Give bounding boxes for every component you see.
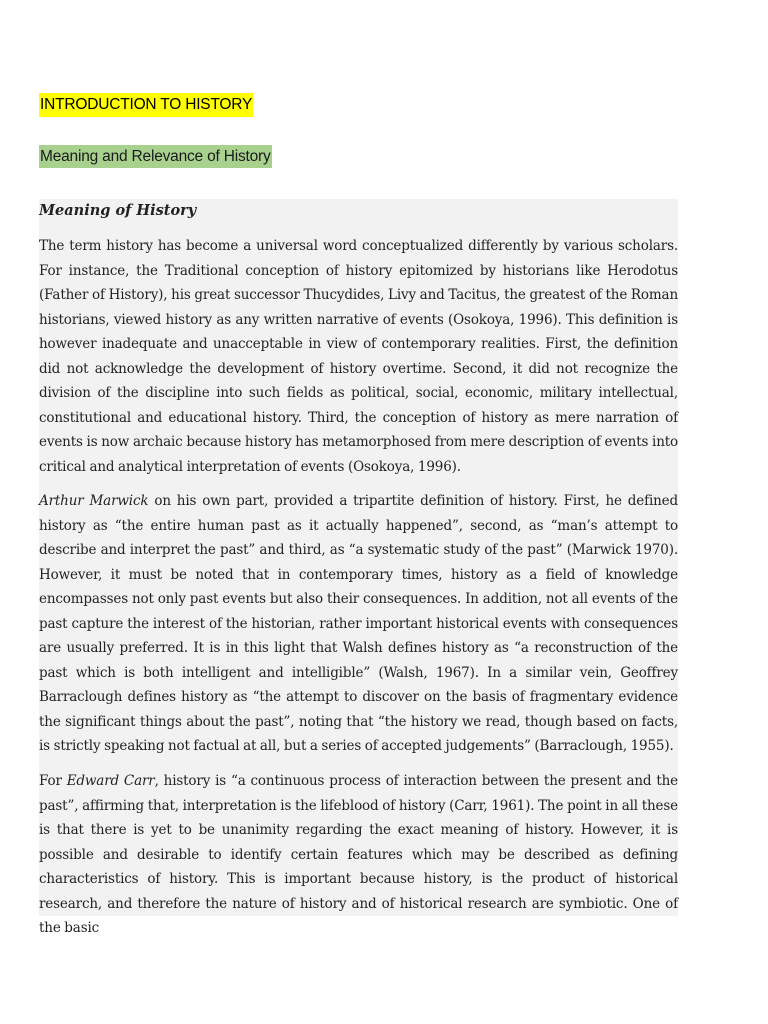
section-heading: Meaning of History	[39, 202, 197, 219]
body-text-block	[39, 199, 679, 936]
paragraph-3-author: Edward Carr	[66, 773, 155, 789]
paragraph-2-author: Arthur Marwick	[39, 493, 149, 509]
paragraph-1-text: The term history has become a universal word conceptualized differently by various scholars. For instance, the Traditional conception of history epitomized by historians like Herodotus (Father of History), his great successor Thucydides, Livy and Tacitus, the greatest of the Roman historians, viewed history as any written narrative of events (Osokoya, 1996). This definition is however inadequate and unacceptable in view of contemporary realities. First, the definition did not acknowledge the development of history overtime. Second, it did not recognize the division of the discipline into such fields as political, social, economic, military intellectual, constitutional and educational history. Third, the conception of history as mere narration of events is now archaic because history has metamorphosed from mere description of events into critical and analytical interpretation of events (Osokoya, 1996).	[39, 238, 678, 475]
document-title: INTRODUCTION TO HISTORY	[39, 93, 253, 117]
paragraph-3-lead: For	[39, 773, 67, 789]
paragraph-3	[39, 769, 678, 941]
document-subtitle: Meaning and Relevance of History	[39, 145, 272, 168]
paragraph-3-text: , history is “a continuous process of interaction between the present and the past”, affirming that, interpretation is the lifeblood of history (Carr, 1961). The point in all these is that there is yet to be unanimity regarding the exact meaning of history. However, it is possible and desirable to identify certain features which may be described as defining characteristics of history. This is important because history, is the product of historical research, and therefore the nature of history and of historical research are symbiotic. One of the basic	[39, 773, 679, 936]
paragraph-1	[39, 234, 678, 479]
paragraph-2	[39, 489, 678, 759]
paragraph-2-text: on his own part, provided a tripartite definition of history. First, he defined history as “the entire human past as it actually happened”, second, as “man’s attempt to describe and interpret the past” and third, as “a systematic study of the past” (Marwick 1970). However, it must be noted that in contemporary times, history as a field of knowledge encompasses not only past events but also their consequences. In addition, not all events of the past capture the interest of the historian, rather important historical events with consequences are usually preferred. It is in this light that Walsh defines history as “a reconstruction of the past which is both intelligent and intelligible” (Walsh, 1967). In a similar vein, Geoffrey Barraclough defines history as “the attempt to discover on the basis of fragmentary evidence the significant things about the past”, noting that “the history we read, though based on facts, is strictly speaking not factual at all, but a series of accepted judgements” (Barraclough, 1955).	[39, 493, 678, 754]
